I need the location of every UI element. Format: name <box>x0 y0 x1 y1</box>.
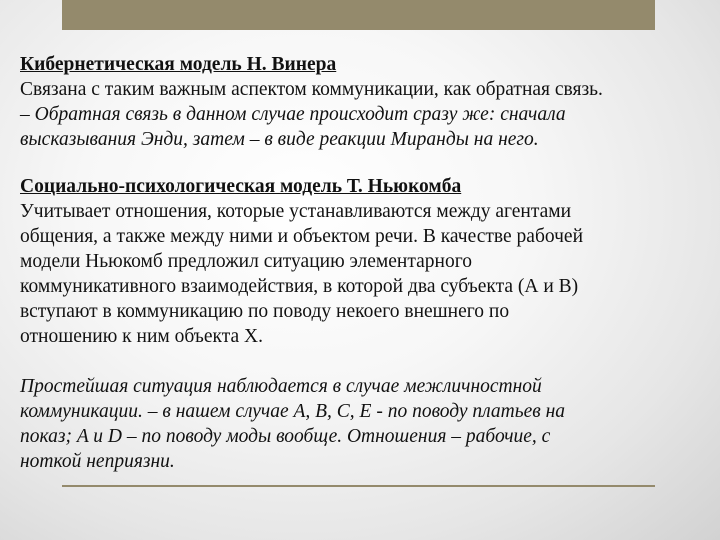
paragraph-line: – Обратная связь в данном случае происходит сразу же: сначала <box>20 104 566 125</box>
slide-content <box>20 52 700 474</box>
section-heading-wiener: Кибернетическая модель Н. Винера <box>20 54 337 75</box>
paragraph-line: Учитывает отношения, которые устанавливаются между агентами <box>20 201 572 222</box>
paragraph-line: коммуникации. – в нашем случае A, B, C, E - по поводу платьев на <box>20 401 566 422</box>
paragraph-line: модели Ньюкомб предложил ситуацию элементарного <box>20 251 472 272</box>
section-wiener-model <box>20 52 700 152</box>
bottom-accent-rule <box>62 485 655 487</box>
section-gap <box>20 152 700 174</box>
paragraph-line: отношению к ним объекта X. <box>20 326 264 347</box>
paragraph-line: показ; A и D – по поводу моды вообще. Отношения – рабочие, с <box>20 426 551 447</box>
section-newcomb-model <box>20 174 700 349</box>
paragraph-line: общения, а также между ними и объектом речи. В качестве рабочей <box>20 226 584 247</box>
section-simple-situation <box>20 374 700 474</box>
top-accent-bar <box>62 0 655 30</box>
section-gap <box>20 349 700 374</box>
section-heading-newcomb: Социально-психологическая модель Т. Ньюкомба <box>20 176 462 197</box>
paragraph-line: высказывания Энди, затем – в виде реакции Миранды на него. <box>20 129 539 150</box>
paragraph-line: вступают в коммуникацию по поводу некоего внешнего по <box>20 301 510 322</box>
paragraph-line: ноткой неприязни. <box>20 451 175 472</box>
paragraph-line: коммуникативного взаимодействия, в которой два субъекта (А и В) <box>20 276 579 297</box>
paragraph-line: Связана с таким важным аспектом коммуникации, как обратная связь. <box>20 79 603 100</box>
paragraph-line: Простейшая ситуация наблюдается в случае межличностной <box>20 376 542 397</box>
